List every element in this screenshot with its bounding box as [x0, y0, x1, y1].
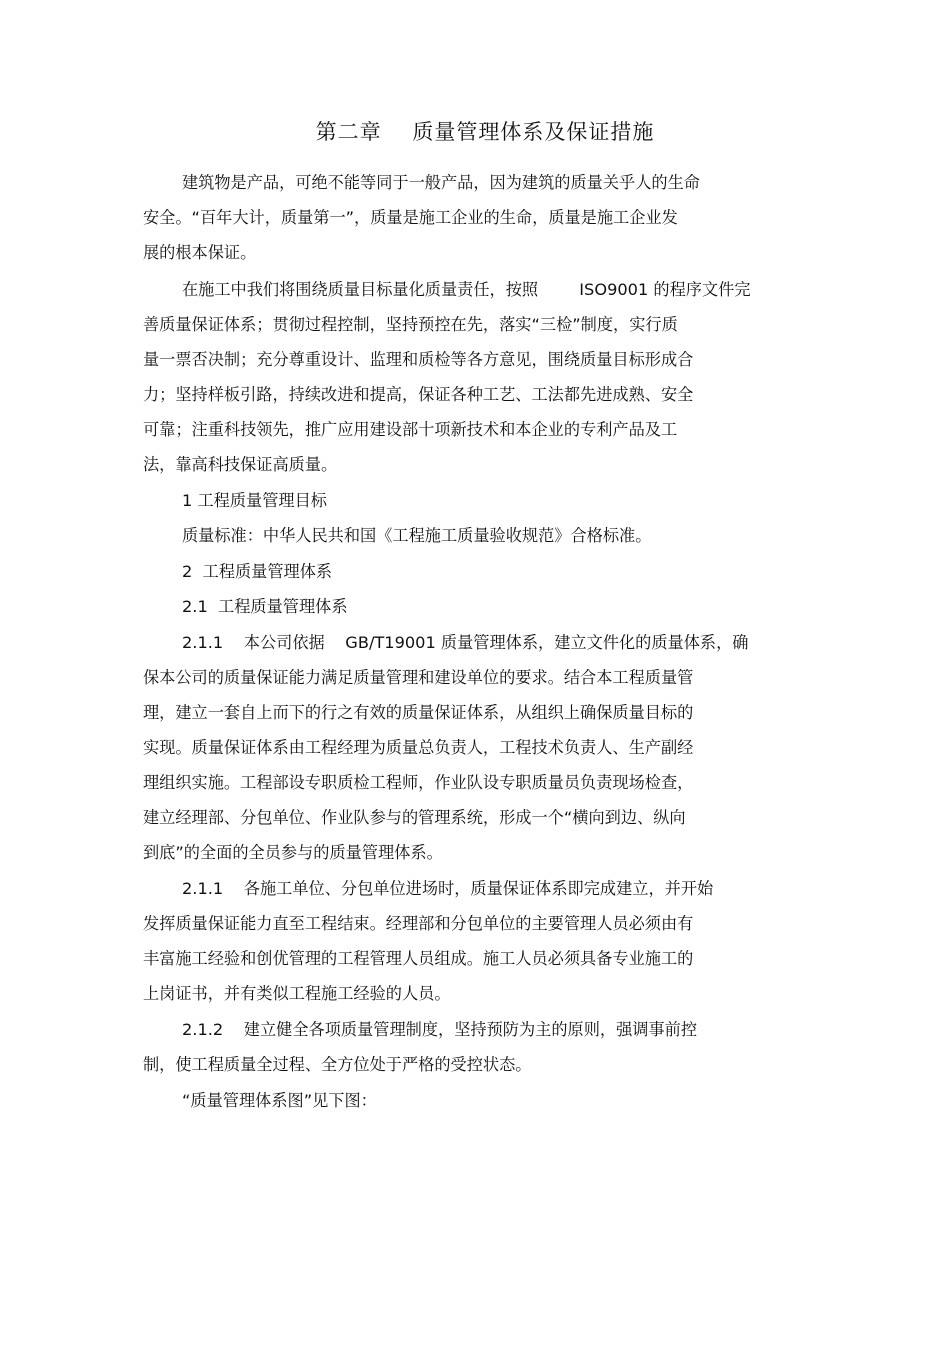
paragraph-line: 到底”的全面的全员参与的质量管理体系。 [143, 843, 443, 862]
paragraph-line: 2.1.1 本公司依据 GB/T19001 质量管理体系，建立文件化的质量体系，确 [182, 633, 749, 652]
paragraph-line: 上岗证书，并有类似工程施工经验的人员。 [143, 984, 451, 1003]
paragraph-line: 建筑物是产品，可绝不能等同于一般产品，因为建筑的质量关乎人的生命 [182, 173, 700, 192]
paragraph-line: 建立经理部、分包单位、作业队参与的管理系统，形成一个“横向到边、纵向 [143, 808, 686, 827]
paragraph-line: 法，靠高科技保证高质量。 [143, 455, 338, 474]
paragraph-line: 质量标准：中华人民共和国《工程施工质量验收规范》合格标准。 [182, 526, 652, 545]
paragraph-line: 实现。质量保证体系由工程经理为质量总负责人，工程技术负责人、生产副经 [143, 738, 694, 757]
section-heading: 1 工程质量管理目标 [182, 491, 327, 510]
paragraph-line: 制，使工程质量全过程、全方位处于严格的受控状态。 [143, 1055, 532, 1074]
paragraph-line: 善质量保证体系；贯彻过程控制，坚持预控在先，落实“三检”制度，实行质 [143, 315, 678, 334]
paragraph-line: 可靠；注重科技领先，推广应用建设部十项新技术和本企业的专利产品及工 [143, 420, 678, 439]
chapter-title: 第二章 质量管理体系及保证措施 [315, 120, 655, 144]
section-heading: 2 工程质量管理体系 [182, 562, 333, 581]
paragraph-line: 安全。“百年大计，质量第一”，质量是施工企业的生命，质量是施工企业发 [143, 208, 678, 227]
paragraph-line: 展的根本保证。 [143, 243, 257, 262]
paragraph-line: 发挥质量保证能力直至工程结束。经理部和分包单位的主要管理人员必须由有 [143, 914, 694, 933]
paragraph-line: 量一票否决制；充分尊重设计、监理和质检等各方意见，围绕质量目标形成合 [143, 350, 694, 369]
figure-reference: “质量管理体系图”见下图： [182, 1091, 377, 1110]
paragraph-line: 2.1.2 建立健全各项质量管理制度，坚持预防为主的原则，强调事前控 [182, 1020, 698, 1039]
paragraph-line: 理组织实施。工程部设专职质检工程师，作业队设专职质量员负责现场检查， [143, 773, 694, 792]
paragraph-line: 丰富施工经验和创优管理的工程管理人员组成。施工人员必须具备专业施工的 [143, 949, 694, 968]
section-heading: 2.1 工程质量管理体系 [182, 597, 348, 616]
paragraph-line: 保本公司的质量保证能力满足质量管理和建设单位的要求。结合本工程质量管 [143, 668, 694, 687]
paragraph-line: 理，建立一套自上而下的行之有效的质量保证体系，从组织上确保质量目标的 [143, 703, 694, 722]
paragraph-line: 2.1.1 各施工单位、分包单位进场时，质量保证体系即完成建立，并开始 [182, 879, 714, 898]
paragraph-line: 力；坚持样板引路，持续改进和提高，保证各种工艺、工法都先进成熟、安全 [143, 385, 694, 404]
paragraph-line: 在施工中我们将围绕质量目标量化质量责任，按照 ISO9001 的程序文件完 [182, 280, 751, 299]
